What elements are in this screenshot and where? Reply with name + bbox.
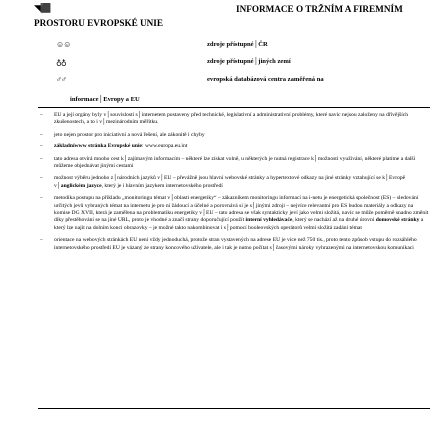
list-item: – EU a její orgány byly v│souvislosti s│internetem postaveny před technické, legislativní a administrativní problémy, které navíc nejsou založeny na dřívějších zkušenostech, a to i v│mezinárodním měřítku. bbox=[38, 112, 430, 127]
smiley-icon: ☺☺ bbox=[56, 40, 71, 49]
list-item: – metodika postupu na příkladu „monitoringu témat v│oblasti energetiky“ – zákazníkem monitoringu informací na i-netu je energetická společnost (ES) – sledování určitých jevů vybraných témat na internetu je pro ni žádoucí a účelné a porovnává si je s│jinými zdroji – nejvíce relevantní pro ES budou materiály a odkazy na komise DG XVII, která je zaměřena na problematiku energetiky v│EU – tato adresa se však syntakticky jeví jako velmi složitá, navíc se může poměrně snadno změnit díky přestěhování se na jiné URL, proto je vhodné a značí strany doporučující použít interní vyhledávače, který se nachází až na druhé úrovni domovské stránky a který lze najít na dolním konci obrazovky – je možné takto nakombinovat i s│pomocí booleovských operátorů velmi složitá zadání témat bbox=[38, 195, 430, 232]
header-marker-icon: ◥⬛ bbox=[34, 3, 52, 13]
legend-label: evropská databázová centra zaměřená na bbox=[207, 76, 324, 83]
list-item: – tato adresa otvírá mnoho cest k│zajímavým informacím – některé lze získat volně, u některých je nutná registrace k│možnosti využívání, některé platíme a další můžeme objednávat jinými cestami bbox=[38, 156, 430, 171]
legend-label: zdroje přístupné│ČR bbox=[207, 41, 268, 48]
legend-label: zdroje přístupné│jiných zemí bbox=[207, 58, 291, 65]
legend-label-continuation: informace│Evropy a EU bbox=[70, 96, 140, 103]
divider-top bbox=[38, 107, 430, 108]
page-title-right: INFORMACE O TRŽNÍM A FIREMNÍM bbox=[236, 4, 403, 14]
list-item: – možnost výběru jednoho z│národních jazyků v│EU – převážně jsou hlavní webovské stránky a hypertextové odkazy na jiné stránky vztahující se k│Evropě v│anglickém jazyce, který je i hlavním jazykem internetovského prostředí bbox=[38, 175, 430, 190]
mars-symbol-icon: ♂♂ bbox=[56, 75, 66, 84]
list-item: – jeto nejen prostor pro iniciativní a nová řešení, ale zákonitě i chyby bbox=[38, 132, 430, 139]
earth-symbol-icon: ♁♁ bbox=[56, 58, 66, 67]
bullet-list bbox=[38, 112, 430, 257]
list-item: – základníwww stránka Evropské unie: www.europa.eu.int bbox=[38, 143, 430, 150]
list-item: – orientace na webových stránkách EU není vždy jednoduchá, protože stran vystavených na adrese EU je více než 750 tis., proto tento způsob vstupu do rozsáhlého internetovského prostředí EU je vázaný ze strany koncového uživatele, ale i tak je nutno počítat s│časovými nároky vyhrazenými na internetovskou komunikaci bbox=[38, 237, 430, 252]
page-title-left: PROSTORU EVROPSKÉ UNIE bbox=[34, 18, 163, 28]
divider-bottom bbox=[38, 408, 430, 409]
